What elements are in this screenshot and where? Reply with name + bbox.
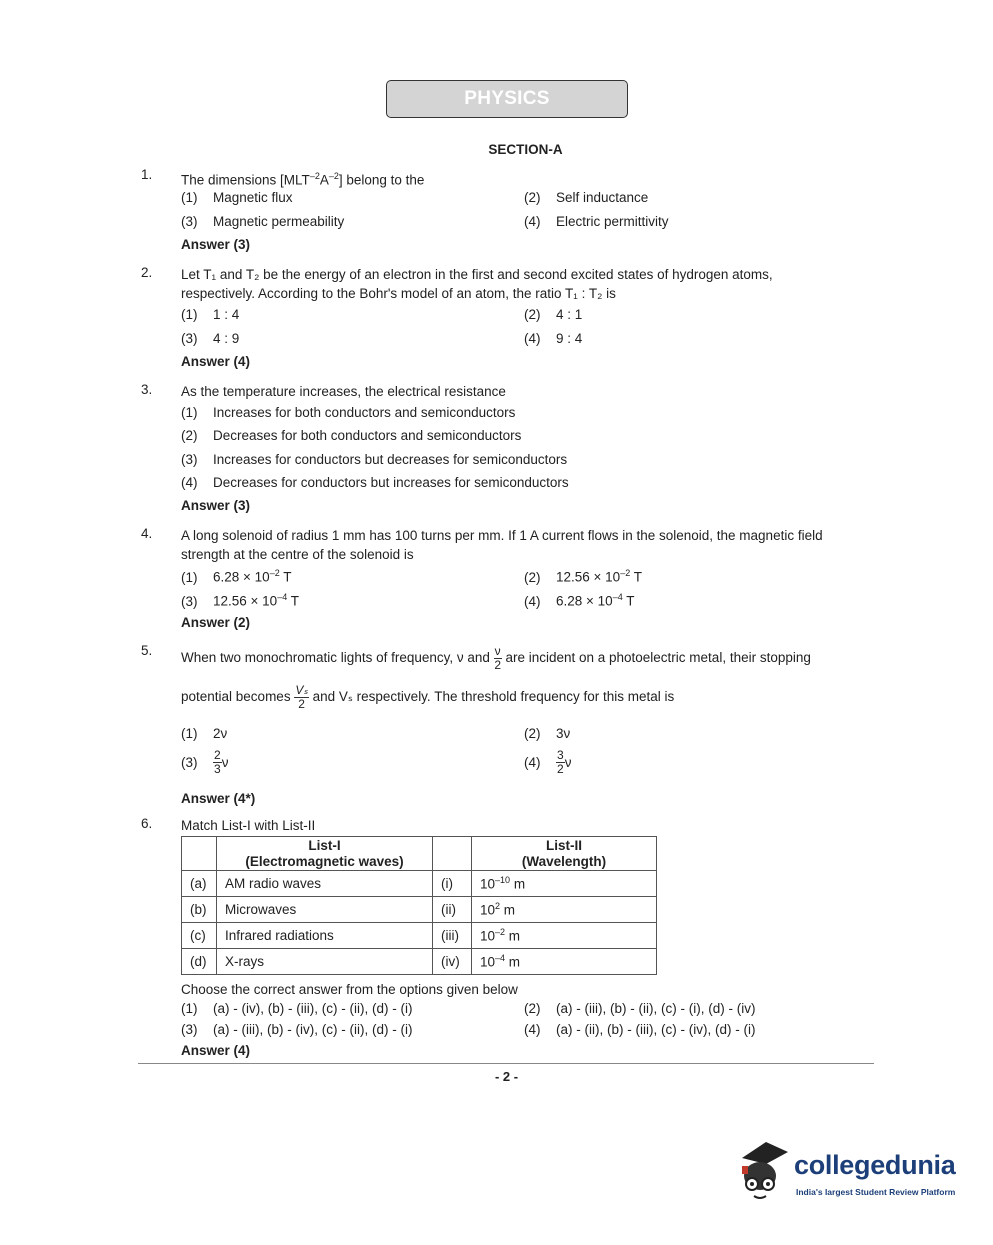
q5-option-4-fraction: $\frac{3}{2}$ (557, 748, 564, 776)
q5-answer: Answer (4*) (181, 791, 256, 806)
q5-fraction-nu-over-2: $\frac{\nu}{2}$ (494, 644, 502, 672)
q3-option-3: (3) Increases for conductors but decreases for semiconductors (181, 452, 568, 467)
q5-option-4: (4) $\frac{3}{2}$ ν (524, 748, 572, 776)
row-roman: (iii) (433, 923, 472, 949)
match-table-header (182, 837, 657, 871)
q1-option-2: (2) Self inductance (524, 190, 649, 205)
q2-option-4: (4) 9 : 4 (524, 331, 583, 346)
table-row (182, 871, 657, 897)
q4-option-1: (1) $6.28 \times 10^{-2}$ T (181, 568, 292, 585)
match-table (181, 836, 657, 975)
collegedunia-tagline: India's largest Student Review Platform (796, 1187, 956, 1197)
q6-option-2: (2) (a) - (iii), (b) - (ii), (c) - (i), (d) - (iv) (524, 1001, 756, 1016)
q4-option-4: (4) $6.28 \times 10^{-4}$ T (524, 592, 635, 609)
q5-line1: When two monochromatic lights of frequency, ν and $\frac{\nu}{2}$ are incident on a photoelectric metal, their stopping (181, 644, 811, 672)
q1-option-4: (4) Electric permittivity (524, 214, 669, 229)
q3-option-1: (1) Increases for both conductors and semiconductors (181, 405, 516, 420)
q2-text: Let T₁ and T₂ be the energy of an electron in the first and second excited states of hydrogen atoms, respectively. According to the Bohr's model of an atom, the ratio T₁ : T₂ is (181, 267, 773, 301)
q2-option-1: (1) 1 : 4 (181, 307, 240, 322)
subject-title-box (386, 80, 628, 118)
row-key: (c) (182, 923, 217, 949)
q6-number: 6. (141, 816, 153, 831)
row-wave: X-rays (217, 949, 433, 975)
q5-fraction-vs-over-2: $\frac{\text{Vₛ}}{2}$ (295, 683, 308, 711)
q3-option-4: (4) Decreases for conductors but increases for semiconductors (181, 475, 569, 490)
row-roman: (i) (433, 871, 472, 897)
q5-option-3-fraction: $\frac{2}{3}$ (214, 748, 221, 776)
q5-option-3: (3) $\frac{2}{3}$ ν (181, 748, 229, 776)
q1-number: 1. (141, 167, 153, 182)
q5-line2: potential becomes $\frac{\text{Vₛ}}{2}$ and Vₛ respectively. The threshold frequency for this metal is (181, 683, 675, 711)
q5-option-2: (2) 3ν (524, 726, 571, 741)
section-heading: SECTION-A (488, 142, 563, 157)
table-row (182, 949, 657, 975)
q3-answer: Answer (3) (181, 498, 251, 513)
q4-number: 4. (141, 526, 153, 541)
q3-number: 3. (141, 382, 153, 397)
header-empty-1 (182, 837, 217, 871)
q6-option-1: (1) (a) - (iv), (b) - (iii), (c) - (ii), (d) - (i) (181, 1001, 413, 1016)
q2-number: 2. (141, 265, 153, 280)
list-2-header: List-II (Wavelength) (472, 837, 657, 871)
q1-answer: Answer (3) (181, 237, 251, 252)
collegedunia-mascot-icon (736, 1138, 794, 1206)
q4-option-3: (3) $12.56 \times 10^{-4}$ T (181, 592, 299, 609)
q6-option-4: (4) (a) - (ii), (b) - (iii), (c) - (iv), (d) - (i) (524, 1022, 756, 1037)
row-wave: Microwaves (217, 897, 433, 923)
row-key: (d) (182, 949, 217, 975)
table-row (182, 897, 657, 923)
subject-title: PHYSICS (464, 88, 550, 109)
q3-text: As the temperature increases, the electrical resistance (181, 384, 506, 399)
q1-text: The dimensions $[MLT^{-2}A^{-2}]$ belong to the (181, 171, 425, 188)
q2-option-3: (3) 4 : 9 (181, 331, 240, 346)
row-wave: Infrared radiations (217, 923, 433, 949)
row-wavelength: $10^{-10}$ m (472, 871, 657, 897)
q6-option-3: (3) (a) - (iii), (b) - (iv), (c) - (ii), (d) - (i) (181, 1022, 413, 1037)
q2-answer: Answer (4) (181, 354, 251, 369)
collegedunia-logo-text: collegedunia (794, 1150, 956, 1180)
q6-answer: Answer (4) (181, 1043, 251, 1058)
page-number: - 2 - (494, 1069, 519, 1084)
footer-divider (138, 1063, 874, 1064)
q1-option-3: (3) Magnetic permeability (181, 214, 345, 229)
q6-text: Match List-I with List-II (181, 818, 316, 833)
list-1-header: List-I (Electromagnetic waves) (217, 837, 433, 871)
row-wave: AM radio waves (217, 871, 433, 897)
q5-option-1: (1) 2ν (181, 726, 228, 741)
q1-option-1: (1) Magnetic flux (181, 190, 293, 205)
q3-option-2: (2) Decreases for both conductors and semiconductors (181, 428, 522, 443)
row-wavelength: $10^{-4}$ m (472, 949, 657, 975)
row-wavelength: $10^{-2}$ m (472, 923, 657, 949)
row-key: (a) (182, 871, 217, 897)
q4-answer: Answer (2) (181, 615, 251, 630)
row-roman: (iv) (433, 949, 472, 975)
row-wavelength: $10^2$ m (472, 897, 657, 923)
q5-number: 5. (141, 643, 153, 658)
header-empty-2 (433, 837, 472, 871)
table-row (182, 923, 657, 949)
q4-text: A long solenoid of radius 1 mm has 100 turns per mm. If 1 A current flows in the solenoid, the magnetic field strength at the centre of the solenoid is (181, 528, 823, 562)
row-key: (b) (182, 897, 217, 923)
q6-prompt: Choose the correct answer from the options given below (181, 982, 518, 997)
q4-option-2: (2) $12.56 \times 10^{-2}$ T (524, 568, 642, 585)
q2-option-2: (2) 4 : 1 (524, 307, 583, 322)
row-roman: (ii) (433, 897, 472, 923)
